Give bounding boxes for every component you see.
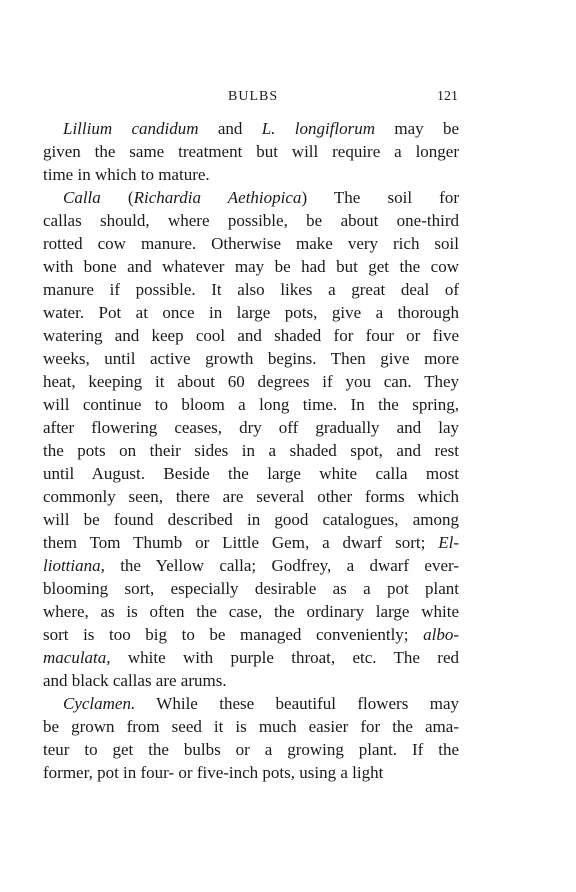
text-run: and xyxy=(198,119,262,138)
text-run: water. Pot at once in large pots, give a thorough xyxy=(43,303,459,322)
text-run: where, as is often the case, the ordinary large white xyxy=(43,602,459,621)
paragraph xyxy=(43,117,459,186)
italic-text: L. longiflorum xyxy=(261,119,376,138)
text-line xyxy=(43,715,459,738)
italic-text: Richardia Aethiopica xyxy=(133,188,302,207)
page-number: 121 xyxy=(437,89,458,104)
text-run: ) The soil for xyxy=(301,188,459,207)
text-line xyxy=(43,209,459,232)
text-line xyxy=(43,623,459,646)
paragraph xyxy=(43,186,459,692)
paragraph xyxy=(43,692,459,784)
text-line xyxy=(43,554,459,577)
text-run: commonly seen, there are several other forms which xyxy=(43,487,459,506)
text-run: the Yellow calla; Godfrey, a dwarf ever- xyxy=(104,556,459,575)
text-run: ( xyxy=(100,188,134,207)
text-run: heat, keeping it about 60 degrees if you can. They xyxy=(43,372,459,391)
text-line xyxy=(43,301,459,324)
text-line xyxy=(43,278,459,301)
text-line xyxy=(43,508,459,531)
italic-text: Calla xyxy=(63,188,101,207)
italic-text: liottiana, xyxy=(43,556,105,575)
text-run: watering and keep cool and shaded for four or five xyxy=(43,326,459,345)
text-run: manure if possible. It also likes a great deal of xyxy=(43,280,459,299)
text-run: will be found described in good catalogues, among xyxy=(43,510,459,529)
text-run: until August. Beside the large white calla most xyxy=(43,464,459,483)
text-run: blooming sort, especially desirable as a pot plant xyxy=(43,579,459,598)
text-line xyxy=(43,439,459,462)
running-head: BULBS xyxy=(228,89,279,104)
text-line xyxy=(43,669,459,692)
text-line xyxy=(43,140,459,163)
text-run: rotted cow manure. Otherwise make very rich soil xyxy=(43,234,459,253)
text-run: with bone and whatever may be had but get the cow xyxy=(43,257,459,276)
italic-text: El- xyxy=(438,533,459,552)
body-text xyxy=(43,117,459,784)
italic-text: Lillium candidum xyxy=(63,119,199,138)
text-run: white with purple throat, etc. The red xyxy=(110,648,459,667)
text-run: the pots on their sides in a shaded spot, and rest xyxy=(43,441,459,460)
text-run: after flowering ceases, dry off gradually and lay xyxy=(43,418,459,437)
page-header xyxy=(0,89,576,109)
text-run: sort is too big to be managed conveniently; xyxy=(43,625,424,644)
text-run: teur to get the bulbs or a growing plant. If the xyxy=(43,740,459,759)
text-run: and black callas are arums. xyxy=(43,671,227,690)
italic-text: maculata, xyxy=(43,648,111,667)
text-run: them Tom Thumb or Little Gem, a dwarf sort; xyxy=(43,533,439,552)
text-run: time in which to mature. xyxy=(43,165,210,184)
text-line xyxy=(43,393,459,416)
text-run: may be xyxy=(375,119,459,138)
text-run: weeks, until active growth begins. Then give more xyxy=(43,349,459,368)
text-line xyxy=(43,761,459,784)
text-line xyxy=(43,186,459,209)
text-line xyxy=(43,370,459,393)
text-line xyxy=(43,600,459,623)
text-run: be grown from seed it is much easier for the ama- xyxy=(43,717,459,736)
text-line xyxy=(43,531,459,554)
text-run: While these beautiful flowers may xyxy=(135,694,459,713)
text-line xyxy=(43,163,459,186)
text-line xyxy=(43,738,459,761)
text-run: callas should, where possible, be about one-third xyxy=(43,211,459,230)
text-line xyxy=(43,232,459,255)
text-line xyxy=(43,416,459,439)
text-line xyxy=(43,117,459,140)
text-line xyxy=(43,692,459,715)
italic-text: Cyclamen. xyxy=(63,694,136,713)
text-line xyxy=(43,347,459,370)
text-run: former, pot in four- or five-inch pots, using a light xyxy=(43,763,384,782)
text-line xyxy=(43,462,459,485)
text-line xyxy=(43,646,459,669)
text-line xyxy=(43,324,459,347)
text-run: given the same treatment but will require a longer xyxy=(43,142,459,161)
text-run: will continue to bloom a long time. In the spring, xyxy=(43,395,459,414)
text-line xyxy=(43,485,459,508)
italic-text: albo- xyxy=(423,625,459,644)
text-line xyxy=(43,577,459,600)
text-line xyxy=(43,255,459,278)
